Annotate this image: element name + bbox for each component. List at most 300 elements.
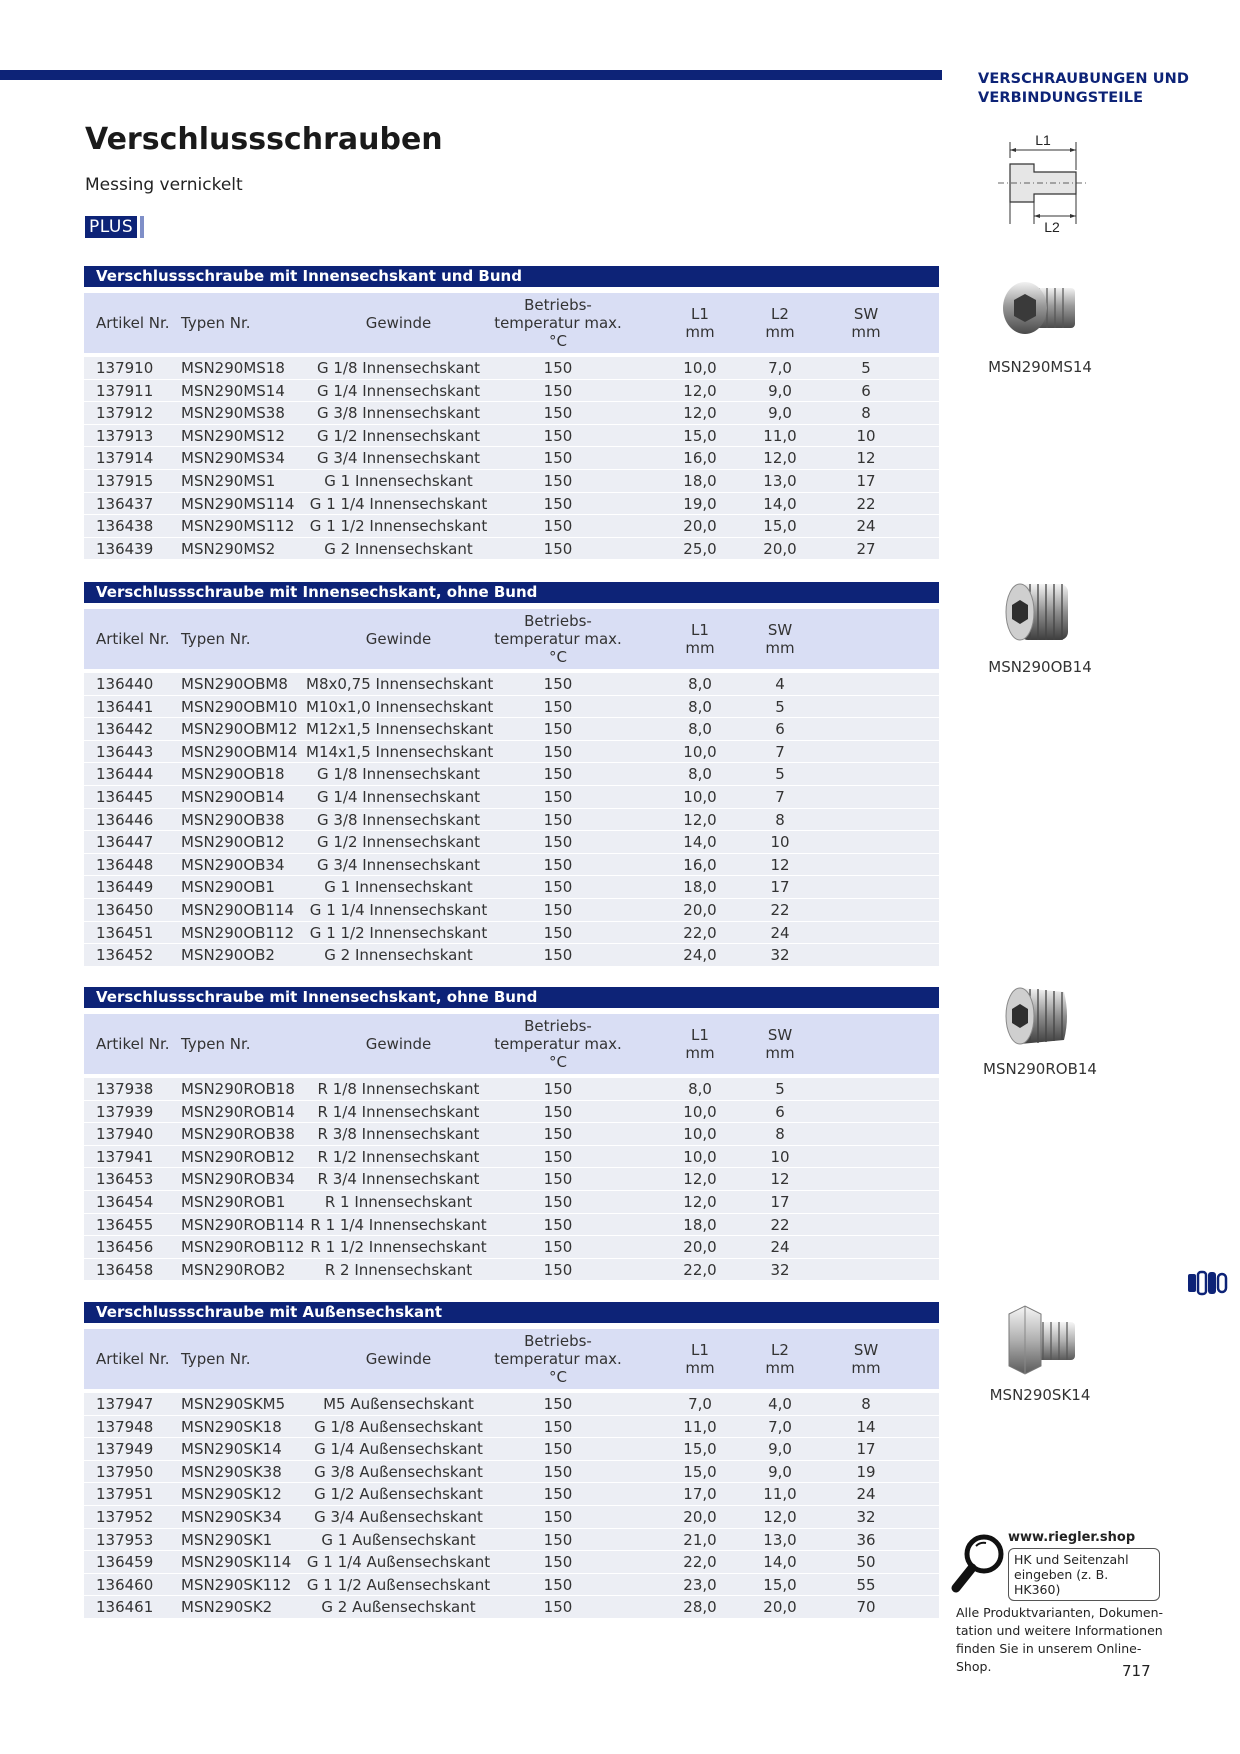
table-row [84,831,939,854]
cell-typen: MSN290SK38 [181,1462,282,1481]
cell-typen: MSN290ROB12 [181,1147,295,1166]
cell-gewinde: R 1 1/2 Innensechskant [310,1238,487,1257]
cell-l1: 14,0 [683,833,717,852]
cell-gewinde: R 1/8 Innensechskant [317,1080,480,1098]
cell-gewinde: G 1/2 Außensechskant [314,1485,483,1504]
col-gewinde-text: Gewinde [365,314,432,332]
cell-gewinde: G 3/4 Innensechskant [316,449,481,468]
cell-temperatur: 150 [543,878,573,897]
cell-l2: 9,0 [768,381,792,400]
table-row [84,1259,939,1282]
cell-artikel: 136437 [96,494,154,513]
hex-socket-plug-tapered-icon [998,978,1082,1054]
cell-sw: 6 [775,1102,785,1121]
cell-typen: MSN290SK14 [181,1440,282,1459]
col-gewinde [306,1329,491,1389]
cell-l1: 8,0 [688,720,712,739]
cell-gewinde: G 2 Innensechskant [324,539,473,558]
table-row [84,447,939,470]
cell-typen: MSN290OBM12 [181,720,298,739]
cell-gewinde: G 1/8 Innensechskant [316,359,481,377]
cell-l1: 18,0 [683,471,717,490]
cell-temperatur: 150 [543,946,573,965]
dimension-drawing [990,128,1100,248]
cell-l2: 13,0 [763,1530,797,1549]
col-artikel-text: Artikel Nr. [96,630,170,648]
col-temperatur [494,1014,622,1074]
cell-artikel: 137912 [96,404,154,423]
col-temperatur-text: °C [549,648,567,666]
col-sw [841,1329,891,1389]
cell-l2: 7,0 [768,1417,792,1436]
cell-typen: MSN290OB112 [181,923,295,942]
table-row [84,741,939,764]
cell-sw: 50 [856,1553,876,1572]
table-row [84,1574,939,1597]
table-body [84,673,939,967]
shop-note-line-1: Alle Produktvarianten, Dokumen- [956,1605,1164,1620]
cell-l2: 7,0 [768,359,792,377]
col-artikel-text: Artikel Nr. [96,314,170,332]
col-l1-text: L1 [691,621,709,639]
table-row [84,1168,939,1191]
table-row [84,763,939,786]
cell-typen: MSN290SK18 [181,1417,282,1436]
table-row [84,809,939,832]
cell-temperatur: 150 [543,855,573,874]
table-row [84,1214,939,1237]
cell-temperatur: 150 [543,1553,573,1572]
cell-typen: MSN290ROB38 [181,1125,295,1144]
col-sw-text: SW [767,621,793,639]
col-l1-text: L1 [691,305,709,323]
cell-sw: 24 [770,1238,790,1257]
cell-temperatur: 150 [543,900,573,919]
cell-artikel: 136441 [96,697,154,716]
cell-l2: 11,0 [763,1485,797,1504]
section-title: Verschlussschraube mit Innensechskant und Bund [84,266,939,287]
table-row [84,1461,939,1484]
table-section [84,266,939,560]
cell-artikel: 137911 [96,381,154,400]
cell-l1: 18,0 [683,878,717,897]
cell-artikel: 136458 [96,1260,154,1279]
col-l2-text: mm [765,1359,795,1377]
cell-temperatur: 150 [543,810,573,829]
cell-l2: 20,0 [763,1598,797,1617]
cell-sw: 12 [770,1170,790,1189]
cell-l1: 25,0 [683,539,717,558]
category-heading [978,70,1218,108]
cell-l1: 8,0 [688,1080,712,1098]
col-sw-text: mm [851,323,881,341]
cell-typen: MSN290SK1 [181,1530,273,1549]
table-row [84,1146,939,1169]
cell-l1: 8,0 [688,697,712,716]
cell-artikel: 136447 [96,833,154,852]
col-typen [181,1014,251,1074]
cell-typen: MSN290ROB18 [181,1080,295,1098]
cell-l1: 10,0 [683,1125,717,1144]
cell-sw: 7 [775,742,785,761]
cell-l1: 23,0 [683,1575,717,1594]
cell-l1: 16,0 [683,855,717,874]
cell-temperatur: 150 [543,1260,573,1279]
col-sw-text: mm [765,639,795,657]
col-sw-text: SW [853,305,879,323]
cell-artikel: 137948 [96,1417,154,1436]
cell-gewinde: G 2 Außensechskant [321,1598,476,1617]
cell-l1: 19,0 [683,494,717,513]
cell-artikel: 137951 [96,1485,154,1504]
cell-l1: 12,0 [683,1192,717,1211]
cell-temperatur: 150 [543,1575,573,1594]
cell-l1: 7,0 [688,1395,712,1413]
col-l1-text: L1 [691,1341,709,1359]
drawing-l2-label: L2 [1044,219,1060,235]
cell-temperatur: 150 [543,1147,573,1166]
cell-typen: MSN290SK34 [181,1507,282,1526]
col-gewinde-text: Gewinde [365,1035,432,1053]
cell-gewinde: G 3/8 Innensechskant [316,404,481,423]
cell-artikel: 136461 [96,1598,154,1617]
cell-typen: MSN290OB1 [181,878,275,897]
cell-sw: 32 [770,1260,790,1279]
col-sw [841,293,891,353]
col-temperatur-text: temperatur max. [494,314,622,332]
cell-gewinde: G 1/4 Innensechskant [316,381,481,400]
cell-artikel: 137940 [96,1125,154,1144]
cell-temperatur: 150 [543,426,573,445]
cell-gewinde: G 3/4 Innensechskant [316,855,481,874]
cell-l1: 8,0 [688,765,712,784]
shop-note-line-3: finden Sie in unserem Online-Shop. [956,1641,1142,1674]
cell-l1: 20,0 [683,1507,717,1526]
col-typen-text: Typen Nr. [181,630,251,648]
cell-sw: 5 [861,359,871,377]
cell-sw: 17 [770,878,790,897]
cell-l1: 12,0 [683,381,717,400]
table-row [84,1529,939,1552]
cell-sw: 32 [770,946,790,965]
cell-typen: MSN290ROB34 [181,1170,295,1189]
table-header [84,609,939,669]
table-row [84,1416,939,1439]
shop-url[interactable]: www.riegler.shop [1008,1530,1136,1545]
cell-sw: 8 [861,404,871,423]
hex-socket-plug-collar-icon [995,272,1085,348]
col-gewinde [306,609,491,669]
table-row [84,673,939,696]
cell-temperatur: 150 [543,494,573,513]
cell-typen: MSN290MS18 [181,359,285,377]
table-row [84,899,939,922]
col-temperatur-text: °C [549,332,567,350]
cell-sw: 17 [856,1440,876,1459]
cell-typen: MSN290ROB114 [181,1215,305,1234]
cell-typen: MSN290MS1 [181,471,276,490]
cell-artikel: 137952 [96,1507,154,1526]
cell-sw: 5 [775,697,785,716]
col-l1-text: mm [685,323,715,341]
cell-temperatur: 150 [543,1395,573,1413]
cell-l2: 12,0 [763,449,797,468]
table-section [84,582,939,967]
section-title: Verschlussschraube mit Innensechskant, ohne Bund [84,987,939,1008]
cell-temperatur: 150 [543,765,573,784]
cell-typen: MSN290SK2 [181,1598,273,1617]
cell-temperatur: 150 [543,1125,573,1144]
col-sw [755,1014,805,1074]
cell-artikel: 137939 [96,1102,154,1121]
cell-temperatur: 150 [543,787,573,806]
hex-head-plug-icon [995,1300,1085,1380]
cell-sw: 55 [856,1575,876,1594]
table-row [84,1101,939,1124]
cell-temperatur: 150 [543,1102,573,1121]
cell-artikel: 137913 [96,426,154,445]
table-row [84,1123,939,1146]
cell-artikel: 136442 [96,720,154,739]
table-row [84,515,939,538]
col-typen-text: Typen Nr. [181,1350,251,1368]
table-row [84,1236,939,1259]
product-msn290ms14 [975,272,1105,376]
cell-typen: MSN290OBM10 [181,697,298,716]
table-row [84,876,939,899]
cell-sw: 7 [775,787,785,806]
cell-temperatur: 150 [543,742,573,761]
fittings-category-icon [1186,1270,1230,1296]
col-artikel-text: Artikel Nr. [96,1035,170,1053]
cell-typen: MSN290MS114 [181,494,295,513]
cell-temperatur: 150 [543,1080,573,1098]
cell-sw: 8 [775,810,785,829]
cell-l1: 15,0 [683,426,717,445]
cell-sw: 24 [770,923,790,942]
cell-typen: MSN290OB2 [181,946,275,965]
cell-temperatur: 150 [543,1598,573,1617]
col-gewinde [306,1014,491,1074]
cell-gewinde: G 1 Innensechskant [324,878,473,897]
cell-sw: 8 [775,1125,785,1144]
cell-typen: MSN290MS14 [181,381,285,400]
cell-l2: 9,0 [768,1440,792,1459]
cell-artikel: 136451 [96,923,154,942]
cell-typen: MSN290OBM14 [181,742,298,761]
cell-artikel: 136438 [96,517,154,536]
cell-typen: MSN290SK114 [181,1553,292,1572]
cell-sw: 6 [861,381,871,400]
table-row [84,1438,939,1461]
col-sw [755,609,805,669]
cell-typen: MSN290SK112 [181,1575,292,1594]
cell-gewinde: M12x1,5 Innensechskant [306,720,494,739]
cell-l1: 20,0 [683,1238,717,1257]
product-label-3: MSN290ROB14 [983,1060,1097,1078]
col-l2-text: mm [765,323,795,341]
cell-artikel: 136440 [96,675,154,693]
cell-gewinde: R 3/8 Innensechskant [317,1125,480,1144]
cell-l1: 10,0 [683,359,717,377]
col-typen [181,293,251,353]
cell-artikel: 136449 [96,878,154,897]
cell-typen: MSN290MS2 [181,539,276,558]
cell-l1: 11,0 [683,1417,717,1436]
cell-gewinde: R 1/2 Innensechskant [317,1147,480,1166]
cell-artikel: 136446 [96,810,154,829]
cell-temperatur: 150 [543,539,573,558]
col-typen-text: Typen Nr. [181,1035,251,1053]
cell-artikel: 137950 [96,1462,154,1481]
cell-sw: 24 [856,1485,876,1504]
cell-artikel: 136460 [96,1575,154,1594]
cell-l1: 24,0 [683,946,717,965]
cell-typen: MSN290SKM5 [181,1395,286,1413]
cell-l2: 12,0 [763,1507,797,1526]
cell-l1: 12,0 [683,404,717,423]
cell-sw: 17 [770,1192,790,1211]
cell-typen: MSN290ROB2 [181,1260,286,1279]
product-msn290rob14 [975,978,1105,1078]
cell-temperatur: 150 [543,449,573,468]
cell-artikel: 137910 [96,359,154,377]
col-l1-text: mm [685,1044,715,1062]
col-artikel [96,293,170,353]
cell-sw: 6 [775,720,785,739]
cell-sw: 22 [770,1215,790,1234]
cell-l1: 18,0 [683,1215,717,1234]
table-body [84,1393,939,1619]
cell-typen: MSN290OB38 [181,810,285,829]
cell-gewinde: G 3/4 Außensechskant [314,1507,483,1526]
cell-temperatur: 150 [543,1530,573,1549]
cell-l1: 16,0 [683,449,717,468]
cell-l1: 22,0 [683,1260,717,1279]
cell-l1: 17,0 [683,1485,717,1504]
cell-sw: 32 [856,1507,876,1526]
cell-gewinde: G 3/8 Außensechskant [314,1462,483,1481]
cell-l1: 22,0 [683,1553,717,1572]
cell-typen: MSN290OB114 [181,900,295,919]
col-temperatur-text: temperatur max. [494,1035,622,1053]
col-l1-text: mm [685,1359,715,1377]
table-row [84,1078,939,1101]
cell-temperatur: 150 [543,471,573,490]
plus-badge-label: PLUS [85,216,137,238]
col-l2 [755,1329,805,1389]
cell-artikel: 136455 [96,1215,154,1234]
drawing-l1-label: L1 [1035,132,1051,148]
col-l1-text: L1 [691,1026,709,1044]
col-temperatur-text: temperatur max. [494,630,622,648]
table-row [84,922,939,945]
cell-typen: MSN290OB34 [181,855,285,874]
col-l1-text: mm [685,639,715,657]
col-typen [181,609,251,669]
cell-temperatur: 150 [543,1215,573,1234]
table-row [84,1393,939,1416]
cell-gewinde: G 1 1/2 Innensechskant [309,923,488,942]
col-l2-text: L2 [771,1341,789,1359]
col-artikel-text: Artikel Nr. [96,1350,170,1368]
col-typen [181,1329,251,1389]
cell-l1: 21,0 [683,1530,717,1549]
table-row [84,1506,939,1529]
cell-artikel: 136445 [96,787,154,806]
col-temperatur-text: °C [549,1368,567,1386]
col-temperatur [494,293,622,353]
category-line-2: VERBINDUNGSTEILE [978,90,1144,106]
cell-gewinde: G 1 1/4 Innensechskant [309,900,488,919]
table-row [84,380,939,403]
cell-sw: 10 [856,426,876,445]
cell-gewinde: G 2 Innensechskant [324,946,473,965]
plus-badge-bar [140,216,144,238]
cell-artikel: 136456 [96,1238,154,1257]
product-msn290sk14 [975,1300,1105,1404]
cell-sw: 5 [775,765,785,784]
cell-artikel: 137953 [96,1530,154,1549]
cell-gewinde: G 1/2 Innensechskant [316,833,481,852]
cell-artikel: 137915 [96,471,154,490]
col-temperatur-text: Betriebs- [524,612,592,630]
cell-sw: 17 [856,471,876,490]
cell-sw: 22 [856,494,876,513]
cell-sw: 5 [775,1080,785,1098]
cell-sw: 4 [775,675,785,693]
table-header [84,293,939,353]
cell-artikel: 136444 [96,765,154,784]
table-row [84,854,939,877]
table-row [84,696,939,719]
shop-search-hint [1008,1548,1160,1601]
col-l1 [675,1014,725,1074]
col-gewinde [306,293,491,353]
col-artikel [96,609,170,669]
cell-l1: 12,0 [683,1170,717,1189]
section-title: Verschlussschraube mit Außensechskant [84,1302,939,1323]
table-row [84,1191,939,1214]
table-header [84,1329,939,1389]
cell-temperatur: 150 [543,833,573,852]
table-header [84,1014,939,1074]
header-bar [0,70,942,80]
cell-gewinde: M8x0,75 Innensechskant [306,675,494,693]
cell-artikel: 137938 [96,1080,154,1098]
cell-typen: MSN290OB14 [181,787,285,806]
page-number: 717 [1122,1662,1151,1680]
product-label-4: MSN290SK14 [989,1386,1091,1404]
cell-gewinde: M5 Außensechskant [323,1395,474,1413]
col-sw-text: mm [765,1044,795,1062]
cell-artikel: 136452 [96,946,154,965]
cell-typen: MSN290OB18 [181,765,285,784]
product-label-1: MSN290MS14 [988,358,1092,376]
cell-artikel: 136448 [96,855,154,874]
col-sw-text: mm [851,1359,881,1377]
col-l1 [675,293,725,353]
col-temperatur [494,609,622,669]
cell-gewinde: G 1/8 Innensechskant [316,765,481,784]
table-row [84,357,939,380]
cell-gewinde: G 1 1/4 Außensechskant [306,1553,491,1572]
cell-l1: 15,0 [683,1440,717,1459]
table-row [84,1596,939,1619]
cell-l2: 15,0 [763,1575,797,1594]
table-row [84,493,939,516]
cell-temperatur: 150 [543,381,573,400]
